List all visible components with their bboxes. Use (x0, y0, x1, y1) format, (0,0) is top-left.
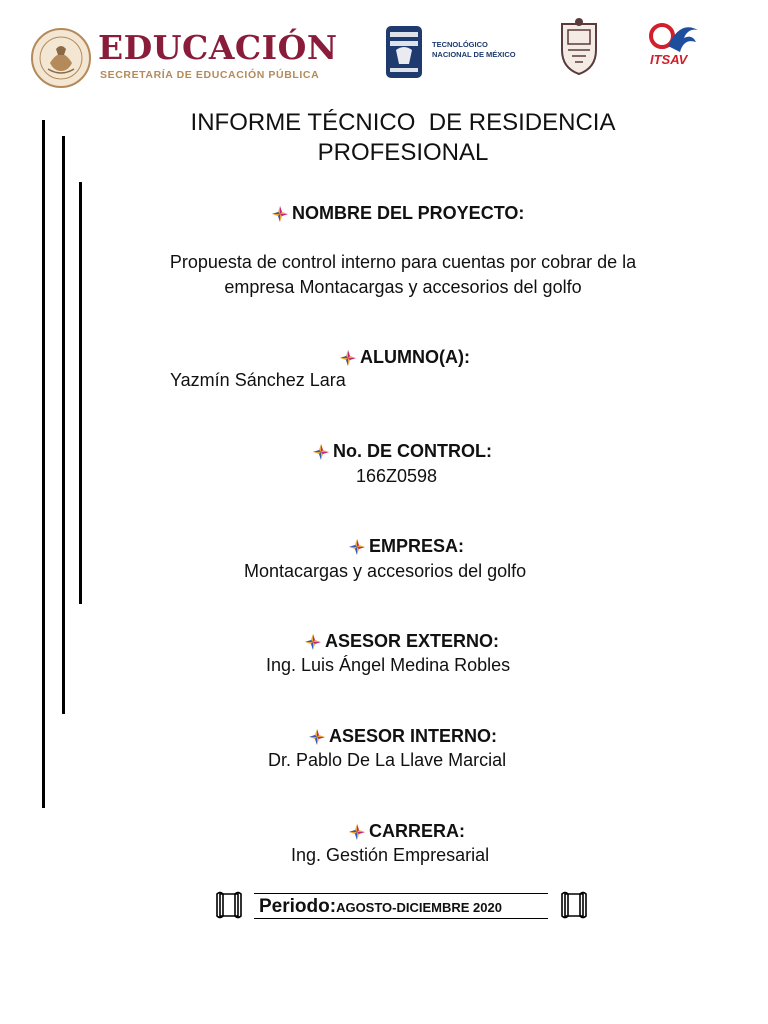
tecnm-line2: NACIONAL DE MÉXICO (432, 50, 516, 59)
four-point-star-bullet-icon (308, 728, 326, 746)
external-advisor-name: Ing. Luis Ángel Medina Robles (266, 655, 511, 675)
external-advisor-label (304, 631, 499, 652)
tecnm-eagle-gear-icon (384, 24, 424, 80)
itsav-logo (648, 18, 704, 80)
internal-advisor-label-text: ASESOR INTERNO: (329, 726, 498, 746)
scroll-icon (560, 890, 588, 920)
period-top-rule (254, 893, 548, 894)
student-name: Yazmín Sánchez Lara (170, 370, 346, 390)
career-name: Ing. Gestión Empresarial (291, 845, 490, 865)
internal-advisor-label (308, 726, 497, 747)
period-row (259, 896, 502, 918)
external-advisor-label-text: ASESOR EXTERNO: (325, 631, 500, 651)
internal-advisor-name: Dr. Pablo De La Llave Marcial (268, 750, 507, 770)
sep-subtitle: SECRETARÍA DE EDUCACIÓN PÚBLICA (100, 69, 320, 81)
company-label (348, 536, 464, 557)
control-label-text: No. DE CONTROL: (333, 441, 492, 461)
itsav-label: ITSAV (650, 52, 688, 67)
project-label (271, 203, 524, 224)
four-point-star-bullet-icon (339, 349, 357, 367)
scroll-icon (215, 890, 243, 920)
control-label (312, 441, 492, 462)
document-title (120, 108, 686, 168)
company-name: Montacargas y accesorios del golfo (244, 561, 527, 581)
control-number: 166Z0598 (356, 466, 438, 486)
four-point-star-bullet-icon (304, 633, 322, 651)
university-logo (554, 16, 604, 78)
project-name-line2: empresa Montacargas y accesorios del golfo (224, 277, 582, 297)
tecnm-name (432, 40, 516, 60)
company-label-text: EMPRESA: (369, 536, 465, 556)
period-value: AGOSTO-DICIEMBRE 2020 (336, 900, 502, 915)
project-name (120, 250, 686, 300)
tecnm-line1: TECNOLÓGICO (432, 40, 488, 49)
sep-logo (30, 24, 338, 94)
decorative-line-middle (62, 136, 65, 714)
project-name-line1: Propuesta de control interno para cuentas por cobrar de la (169, 252, 637, 272)
four-point-star-bullet-icon (271, 205, 289, 223)
four-point-star-bullet-icon (348, 538, 366, 556)
period-label: Periodo: (259, 896, 337, 917)
decorative-line-inner (79, 182, 82, 604)
four-point-star-bullet-icon (312, 443, 330, 461)
mexico-seal-icon (30, 27, 92, 89)
tecnm-logo (384, 24, 524, 80)
university-crest-icon (554, 16, 604, 78)
student-label (339, 347, 470, 368)
title-line2: PROFESIONAL (317, 139, 489, 166)
title-line1: INFORME TÉCNICO DE RESIDENCIA (190, 109, 616, 136)
project-label-text: NOMBRE DEL PROYECTO: (292, 203, 525, 223)
four-point-star-bullet-icon (348, 823, 366, 841)
period-bottom-rule (254, 918, 548, 919)
decorative-line-outer (42, 120, 45, 808)
career-label (348, 821, 465, 842)
sep-title: EDUCACIÓN (98, 28, 338, 67)
student-label-text: ALUMNO(A): (360, 347, 470, 367)
career-label-text: CARRERA: (369, 821, 465, 841)
